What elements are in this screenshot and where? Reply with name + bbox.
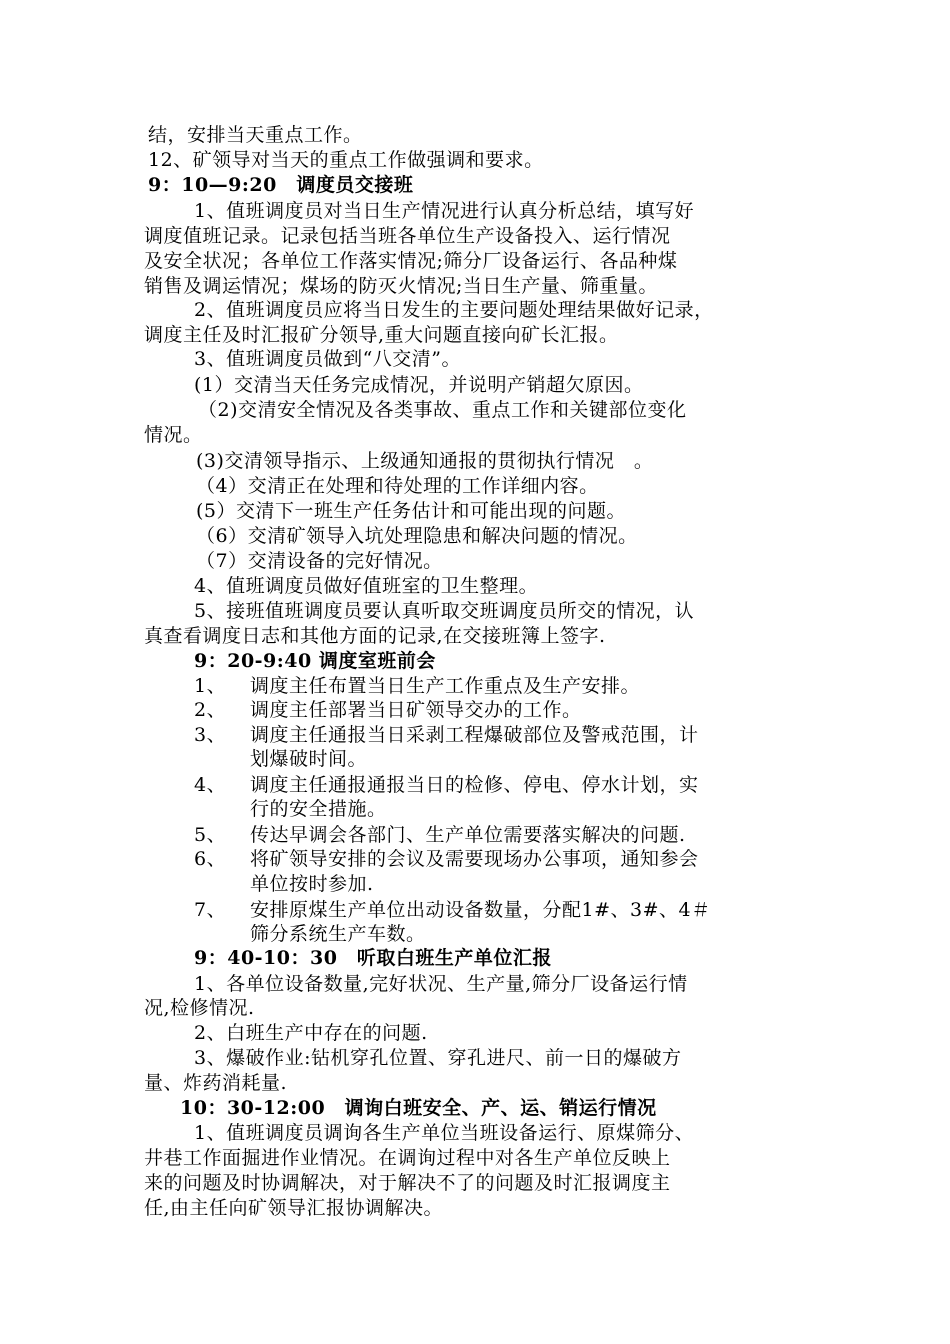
- text-line: 真查看调度日志和其他方面的记录,在交接班簿上签字.: [144, 625, 606, 647]
- text-line: 1、各单位设备数量,完好状况、生产量,筛分厂设备运行情: [194, 973, 688, 995]
- text-line: 行的安全措施。: [250, 798, 387, 820]
- text-line: 2、白班生产中存在的问题.: [194, 1022, 428, 1044]
- text-line: (1）交清当天任务完成情况，并说明产销超欠原因。: [194, 374, 644, 396]
- section-heading: 9：40-10：30 听取白班生产单位汇报: [194, 947, 552, 969]
- list-marker: 5、: [194, 824, 227, 846]
- text-line: 结，安排当天重点工作。: [148, 124, 363, 146]
- list-marker: 6、: [194, 848, 227, 870]
- text-line: 调度主任部署当日矿领导交办的工作。: [250, 699, 582, 721]
- text-line: 及安全状况；各单位工作落实情况;筛分厂设备运行、各品种煤: [144, 250, 678, 272]
- text-line: 况,检修情况.: [144, 997, 255, 1019]
- text-line: 划爆破时间。: [250, 748, 368, 770]
- text-line: 1、值班调度员对当日生产情况进行认真分析总结，填写好: [194, 200, 695, 222]
- text-line: 传达早调会各部门、生产单位需要落实解决的问题.: [250, 824, 686, 846]
- section-heading: 9：10—9:20 调度员交接班: [148, 174, 414, 196]
- list-marker: 4、: [194, 774, 227, 796]
- text-line: 1、值班调度员调询各生产单位当班设备运行、原煤筛分、: [194, 1122, 695, 1144]
- text-line: （2)交清安全情况及各类事故、重点工作和关键部位变化: [198, 399, 687, 421]
- text-line: 销售及调运情况；煤场的防灭火情况;当日生产量、筛重量。: [144, 275, 658, 297]
- text-line: 调度主任布置当日生产工作重点及生产安排。: [250, 675, 641, 697]
- text-line: 安排原煤生产单位出动设备数量，分配1#、3#、4＃: [250, 899, 711, 921]
- text-line: 筛分系统生产车数。: [250, 923, 426, 945]
- list-marker: 1、: [194, 675, 227, 697]
- list-marker: 3、: [194, 724, 227, 746]
- text-line: 4、值班调度员做好值班室的卫生整理。: [194, 575, 539, 597]
- text-line: （7）交清设备的完好情况。: [196, 550, 443, 572]
- section-heading: 10：30-12:00 调询白班安全、产、运、销运行情况: [180, 1097, 657, 1119]
- text-line: （6）交清矿领导入坑处理隐患和解决问题的情况。: [196, 525, 638, 547]
- text-line: 2、值班调度员应将当日发生的主要问题处理结果做好记录，: [194, 299, 714, 321]
- text-line: 任,由主任向矿领导汇报协调解决。: [144, 1197, 444, 1219]
- section-heading: 9：20-9:40 调度室班前会: [194, 650, 436, 672]
- text-line: (3)交清领导指示、上级通知通报的贯彻执行情况 。: [196, 450, 654, 472]
- list-marker: 7、: [194, 899, 227, 921]
- text-line: 调度值班记录。记录包括当班各单位生产设备投入、运行情况: [144, 225, 671, 247]
- text-line: 情况。: [144, 424, 203, 446]
- text-line: 单位按时参加.: [250, 873, 374, 895]
- text-line: (5）交清下一班生产任务估计和可能出现的问题。: [196, 500, 627, 522]
- text-line: 量、炸药消耗量.: [144, 1072, 288, 1094]
- text-line: 将矿领导安排的会议及需要现场办公事项，通知参会: [250, 848, 699, 870]
- text-line: 调度主任及时汇报矿分领导,重大问题直接向矿长汇报。: [144, 324, 619, 346]
- text-line: 3、值班调度员做到“八交清”。: [194, 348, 462, 370]
- text-line: 12、矿领导对当天的重点工作做强调和要求。: [148, 149, 544, 171]
- text-line: 井巷工作面掘进作业情况。在调询过程中对各生产单位反映上: [144, 1147, 671, 1169]
- text-line: 来的问题及时协调解决，对于解决不了的问题及时汇报调度主: [144, 1172, 671, 1194]
- text-line: 3、爆破作业:钻机穿孔位置、穿孔进尺、前一日的爆破方: [194, 1047, 682, 1069]
- text-line: 5、接班值班调度员要认真听取交班调度员所交的情况，认: [194, 600, 695, 622]
- text-line: （4）交清正在处理和待处理的工作详细内容。: [196, 475, 599, 497]
- text-line: 调度主任通报通报当日的检修、停电、停水计划，实: [250, 774, 699, 796]
- list-marker: 2、: [194, 699, 227, 721]
- text-line: 调度主任通报当日采剥工程爆破部位及警戒范围，计: [250, 724, 699, 746]
